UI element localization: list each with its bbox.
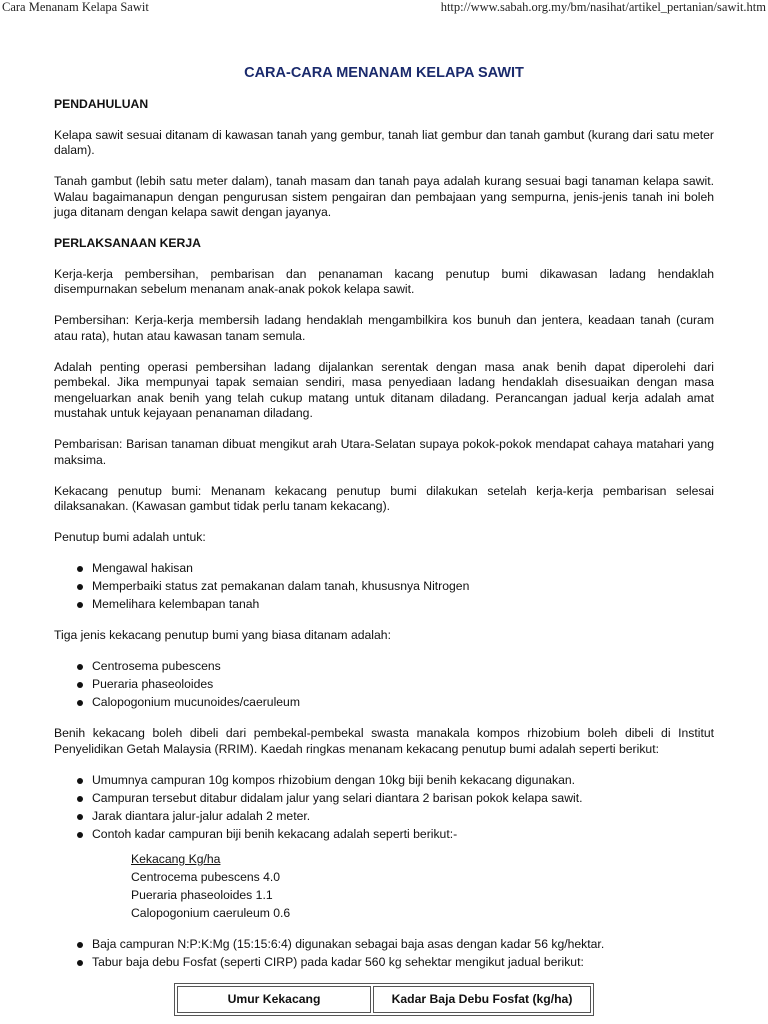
species-list <box>54 659 714 711</box>
paragraph: Pembarisan: Barisan tanaman dibuat mengikut arah Utara-Selatan supaya pokok-pokok mendapat cahaya matahari yang maksima. <box>54 437 714 467</box>
bullet-icon <box>77 814 83 820</box>
table-header-kadar-baja: Kadar Baja Debu Fosfat (kg/ha) <box>373 986 591 1014</box>
list-item: Calopogonium mucunoides/caeruleum <box>92 695 714 711</box>
seed-rate-row: Calopogonium caeruleum 0.6 <box>131 906 291 920</box>
bullet-icon <box>77 682 83 688</box>
list-item: Centrosema pubescens <box>92 659 714 675</box>
list-item: Campuran tersebut ditabur didalam jalur yang selari diantara 2 barisan pokok kelapa sawit. <box>92 791 714 807</box>
seed-rate-heading: Kekacang Kg/ha <box>131 852 221 866</box>
bullet-icon <box>77 832 83 838</box>
paragraph: Kekacang penutup bumi: Menanam kekacang penutup bumi dilakukan setelah kerja-kerja pembarisan selesai dilaksanakan. (Kawasan gambut tidak perlu tanam kekacang). <box>54 483 714 513</box>
bullet-icon <box>77 602 83 608</box>
article-title: CARA-CARA MENANAM KELAPA SAWIT <box>244 65 524 81</box>
list-item: Jarak diantara jalur-jalur adalah 2 meter. <box>92 809 714 825</box>
print-header-title: Cara Menanam Kelapa Sawit <box>2 0 149 14</box>
list-item: Memelihara kelembapan tanah <box>92 597 714 613</box>
paragraph: Penutup bumi adalah untuk: <box>54 530 206 544</box>
paragraph: Adalah penting operasi pembersihan ladang dijalankan serentak dengan masa anak benih dapat diperolehi dari pembekal. Jika mempunyai tapak semaian sendiri, masa penyediaan ladang hendaklah disesuaikan dengan masa mengeluarkan anak benih yang telah cukup matang untuk ditanam diladang. Perancangan jadual kerja adalah amat mustahak untuk kejayaan penanaman diladang. <box>54 359 714 420</box>
method-list <box>54 773 714 843</box>
table-header-row <box>177 986 591 1014</box>
list-item: Pueraria phaseoloides <box>92 677 714 693</box>
section-heading-pendahuluan: PENDAHULUAN <box>54 97 149 111</box>
list-item: Baja campuran N:P:K:Mg (15:15:6:4) digunakan sebagai baja asas dengan kadar 56 kg/hektar. <box>92 937 714 953</box>
list-item: Mengawal hakisan <box>92 561 714 577</box>
fosfat-table <box>174 983 594 1017</box>
bullet-icon <box>77 778 83 784</box>
list-item: Umumnya campuran 10g kompos rhizobium dengan 10kg biji benih kekacang digunakan. <box>92 773 714 789</box>
list-item: Memperbaiki status zat pemakanan dalam tanah, khususnya Nitrogen <box>92 579 714 595</box>
print-header <box>0 0 768 16</box>
bullet-icon <box>77 960 83 966</box>
paragraph: Tanah gambut (lebih satu meter dalam), tanah masam dan tanah paya adalah kurang sesuai bagi tanaman kelapa sawit. Walau bagaimanapun dengan pengurusan sistem pengairan dan pembajaan yang sempurna, jenis-jenis tanah ini boleh juga ditanam dengan kelapa sawit dengan jayanya. <box>54 174 714 219</box>
bullet-icon <box>77 584 83 590</box>
bullet-icon <box>77 566 83 572</box>
paragraph: Kerja-kerja pembersihan, pembarisan dan penanaman kacang penutup bumi dikawasan ladang hendaklah disempurnakan sebelum menanam anak-anak pokok kelapa sawit. <box>54 266 714 296</box>
section-heading-perlaksanaan-kerja: PERLAKSANAAN KERJA <box>54 236 201 250</box>
seed-rate-row: Pueraria phaseoloides 1.1 <box>131 888 273 902</box>
paragraph: Benih kekacang boleh dibeli dari pembekal-pembekal swasta manakala kompos rhizobium boleh dibeli di Institut Penyelidikan Getah Malaysia (RRIM). Kaedah ringkas menanam kekacang penutup bumi adalah seperti berikut: <box>54 726 714 756</box>
fertilizer-list <box>54 937 714 971</box>
seed-rate-row: Centrocema pubescens 4.0 <box>131 870 281 884</box>
bullet-icon <box>77 942 83 948</box>
bullet-icon <box>77 700 83 706</box>
article <box>54 64 714 1016</box>
paragraph: Kelapa sawit sesuai ditanam di kawasan tanah yang gembur, tanah liat gembur dan tanah gambut (kurang dari satu meter dalam). <box>54 127 714 157</box>
paragraph: Tiga jenis kekacang penutup bumi yang biasa ditanam adalah: <box>54 628 391 642</box>
print-header-url: http://www.sabah.org.my/bm/nasihat/artikel_pertanian/sawit.htm <box>440 0 766 14</box>
bullet-icon <box>77 796 83 802</box>
list-item: Tabur baja debu Fosfat (seperti CIRP) pada kadar 560 kg sehektar mengikut jadual berikut: <box>92 955 714 971</box>
cover-purpose-list <box>54 561 714 613</box>
paragraph: Pembersihan: Kerja-kerja membersih ladang hendaklah mengambilkira kos bunuh dan jentera, keadaan tanah (curam atau rata), hutan atau kawasan tanam semula. <box>54 313 714 343</box>
bullet-icon <box>77 664 83 670</box>
table-header-umur-kekacang: Umur Kekacang <box>177 986 371 1014</box>
seed-rate-block <box>131 850 714 922</box>
list-item: Contoh kadar campuran biji benih kekacang adalah seperti berikut:- <box>92 827 714 843</box>
